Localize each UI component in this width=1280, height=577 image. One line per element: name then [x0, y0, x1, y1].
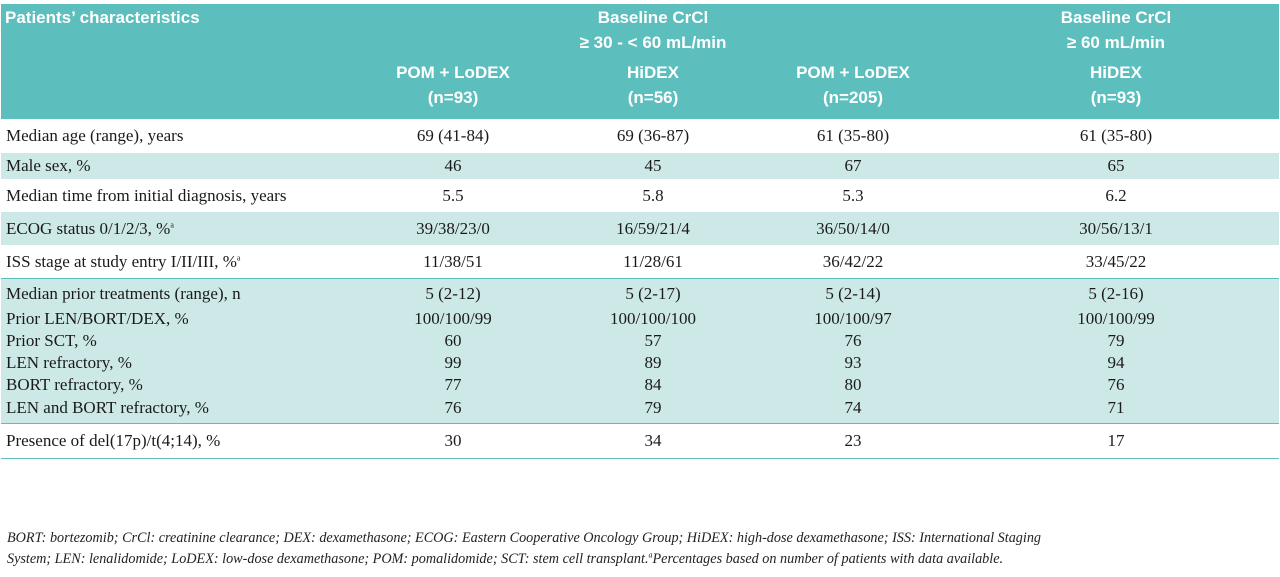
- cell-value: 45: [644, 156, 662, 175]
- header-arm-3: [753, 4, 953, 119]
- cell-value: 5.3: [842, 186, 864, 205]
- cell-value: 67: [844, 156, 862, 175]
- group-2-label: Baseline CrCl ≥ 60 mL/min: [1060, 8, 1172, 52]
- footnote-marker: a: [170, 220, 174, 230]
- table-row: [1, 352, 1279, 374]
- table-row: [1, 245, 1279, 279]
- cell-value: 5 (2-12): [425, 284, 481, 303]
- cell-value: 36/42/22: [753, 245, 953, 279]
- arm-2-label: HiDEX (n=56): [627, 63, 679, 107]
- cell-value: 5.8: [642, 186, 664, 205]
- cell-value: 69 (36-87): [616, 126, 690, 145]
- header-arm-4: [953, 4, 1279, 119]
- cell-value: 100/100/99: [1077, 309, 1155, 328]
- row-label: Presence of del(17p)/t(4;14), %: [1, 424, 353, 459]
- row-label: Median prior treatments (range), n: [6, 284, 241, 303]
- table-row: [1, 424, 1279, 459]
- cell-value: 39/38/23/0: [416, 219, 490, 238]
- cell-value: 5 (2-14): [825, 284, 881, 303]
- footnote-marker: a: [648, 550, 653, 560]
- cell-value: 79: [1107, 331, 1125, 350]
- cell-value: 79: [553, 396, 753, 424]
- row-label: Median time from initial diagnosis, years: [6, 186, 287, 205]
- cell-value: 46: [444, 156, 462, 175]
- group-1-label: Baseline CrCl ≥ 30 - < 60 mL/min: [579, 8, 727, 52]
- cell-value: 80: [844, 375, 862, 394]
- row-label: ISS stage at study entry I/II/III, %$^a$: [1, 245, 353, 279]
- cell-value: 36/50/14/0: [816, 219, 890, 238]
- row-label: LEN and BORT refractory, %: [1, 396, 353, 424]
- cell-value: 5 (2-16): [1088, 284, 1144, 303]
- patients-characteristics-table: [1, 4, 1279, 459]
- cell-value: 84: [644, 375, 662, 394]
- cell-value: 5.5: [442, 186, 464, 205]
- cell-value: 76: [1107, 375, 1125, 394]
- cell-value: 5 (2-17): [625, 284, 681, 303]
- footnote-marker: a: [236, 253, 241, 263]
- cell-value: 65: [1107, 156, 1125, 175]
- arm-1-label: POM + LoDEX (n=93): [396, 63, 510, 107]
- row-label: Male sex, %: [6, 156, 91, 175]
- table-row: [1, 396, 1279, 424]
- cell-value: 99: [444, 353, 462, 372]
- cell-value: 74: [753, 396, 953, 424]
- cell-value: 93: [844, 353, 862, 372]
- footnote-line-2: System; LEN: lenalidomide; LoDEX: low-dose dexamethasone; POM: pomalidomide; SCT: stem cell transplant.$^a$Percentages based on number of patients with data available.: [7, 550, 1004, 567]
- header-arm-2: [553, 4, 753, 119]
- header-row: [1, 4, 1279, 119]
- table-row: [1, 308, 1279, 330]
- cell-value: 76: [844, 331, 862, 350]
- row-label: Median age (range), years: [6, 126, 184, 145]
- cell-value: 89: [644, 353, 662, 372]
- table-row: [1, 279, 1279, 309]
- row-label: ECOG status 0/1/2/3, %$^a$: [6, 219, 174, 238]
- table-row: [1, 179, 1279, 212]
- cell-value: 6.2: [1105, 186, 1127, 205]
- row-label: LEN refractory, %: [6, 353, 132, 372]
- header-label: Patients’ characteristics: [5, 8, 200, 27]
- cell-value: 33/45/22: [953, 245, 1279, 279]
- header-label-cell: [1, 4, 353, 119]
- cell-value: 94: [1107, 353, 1125, 372]
- cell-value: 69 (41-84): [416, 126, 490, 145]
- row-label: BORT refractory, %: [6, 375, 143, 394]
- cell-value: 11/28/61: [553, 245, 753, 279]
- row-label: Prior SCT, %: [6, 331, 97, 350]
- table-row: [1, 153, 1279, 179]
- cell-value: 57: [644, 331, 662, 350]
- cell-value: 77: [444, 375, 462, 394]
- cell-value: 17: [953, 424, 1279, 459]
- table-row: [1, 330, 1279, 352]
- table-footnote: [7, 528, 1275, 570]
- cell-value: 16/59/21/4: [616, 219, 690, 238]
- table-row: [1, 119, 1279, 153]
- cell-value: 100/100/99: [414, 309, 492, 328]
- cell-value: 30/56/13/1: [1079, 219, 1153, 238]
- cell-value: 60: [444, 331, 462, 350]
- cell-value: 61 (35-80): [1079, 126, 1153, 145]
- footnote-line-1: BORT: bortezomib; CrCl: creatinine clearance; DEX: dexamethasone; ECOG: Eastern Cooperative Oncology Group; HiDEX: high-dose dexamethasone; ISS: International Staging: [7, 530, 1042, 546]
- cell-value: 30: [353, 424, 553, 459]
- arm-4-label: HiDEX (n=93): [1090, 63, 1142, 107]
- cell-value: 61 (35-80): [816, 126, 890, 145]
- cell-value: 71: [953, 396, 1279, 424]
- cell-value: 34: [553, 424, 753, 459]
- table-row: [1, 374, 1279, 396]
- arm-3-label: POM + LoDEX (n=205): [796, 63, 910, 107]
- cell-value: 23: [753, 424, 953, 459]
- cell-value: 76: [353, 396, 553, 424]
- cell-value: 100/100/100: [610, 309, 696, 328]
- cell-value: 11/38/51: [353, 245, 553, 279]
- header-arm-1: [353, 4, 553, 119]
- table-row: [1, 212, 1279, 245]
- row-label: Prior LEN/BORT/DEX, %: [6, 309, 189, 328]
- cell-value: 100/100/97: [814, 309, 892, 328]
